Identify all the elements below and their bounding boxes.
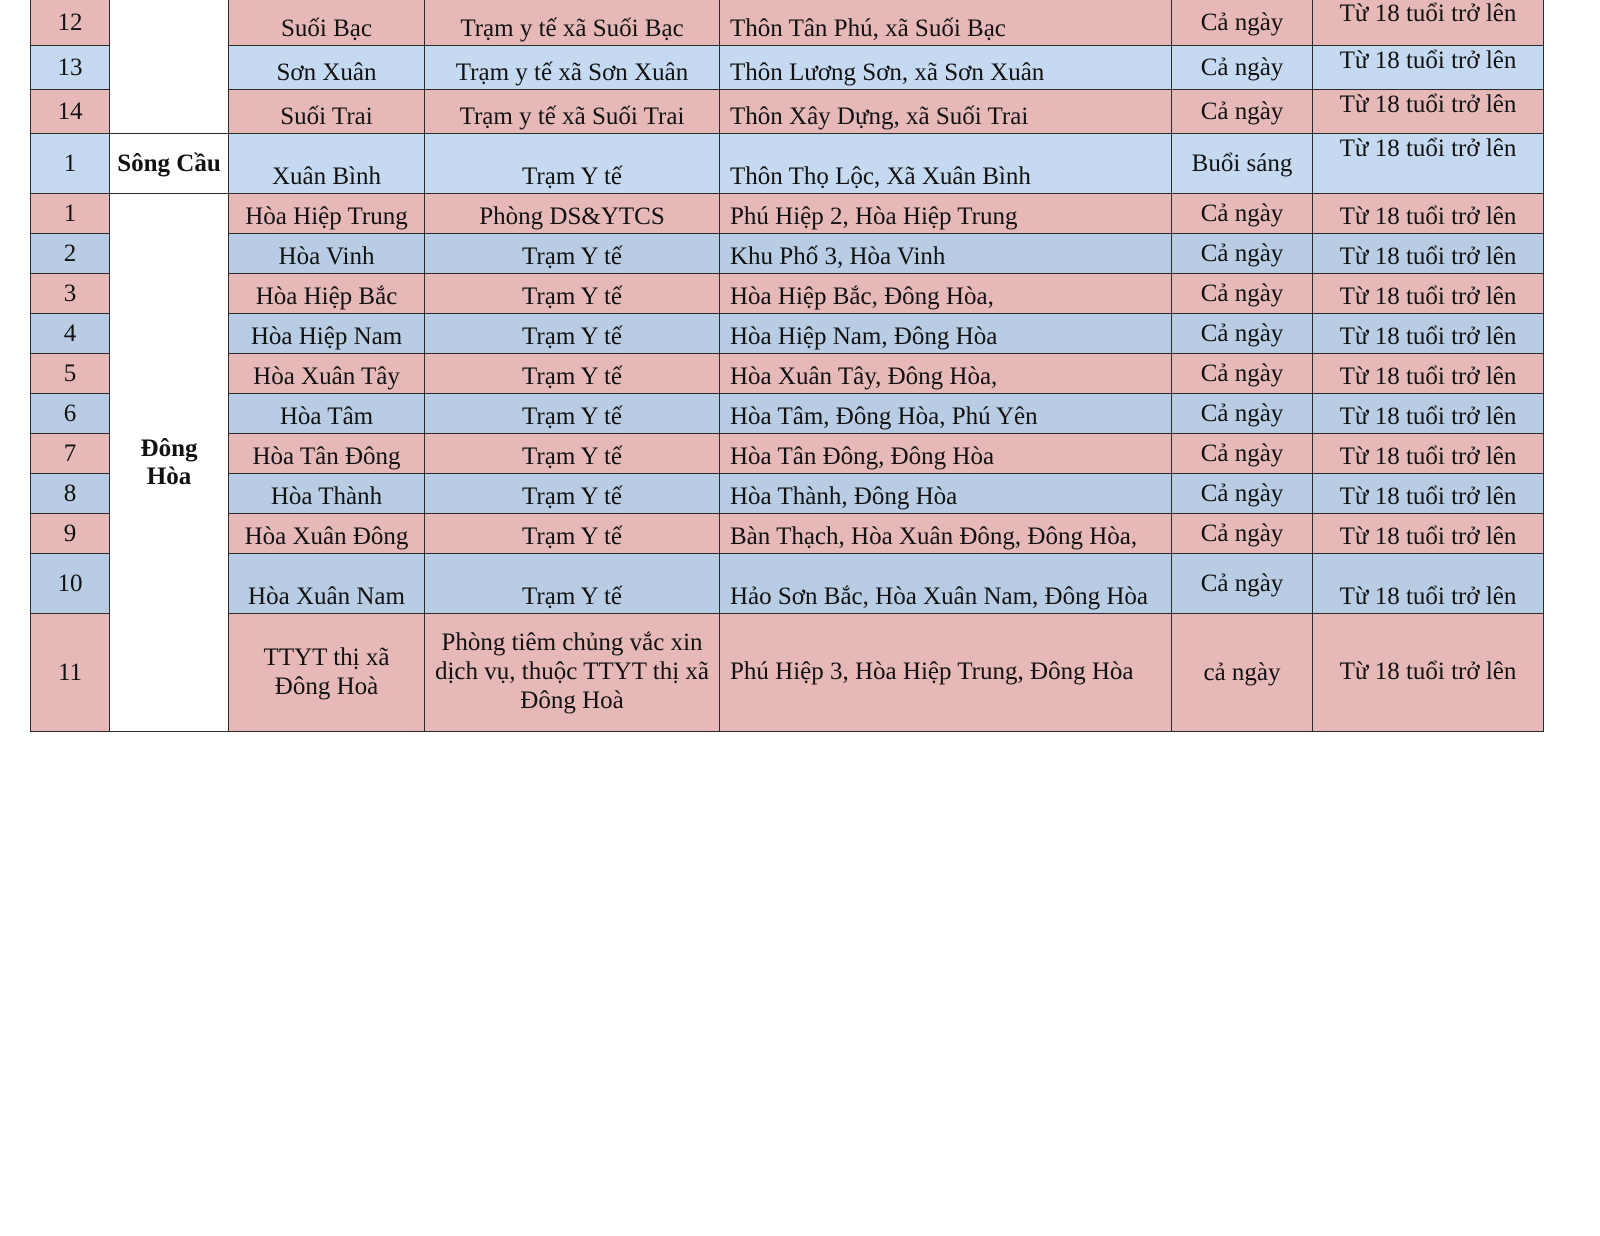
age-group: Từ 18 tuổi trở lên [1313, 554, 1544, 614]
age-group: Từ 18 tuổi trở lên [1313, 434, 1544, 474]
address: Hòa Tân Đông, Đông Hòa [720, 434, 1172, 474]
table-row [31, 614, 1544, 732]
table-row [31, 0, 1544, 46]
address: Thôn Xây Dựng, xã Suối Trai [720, 90, 1172, 134]
time-slot: Cả ngày [1172, 514, 1313, 554]
ward-name: Sơn Xuân [229, 46, 425, 90]
address: Hòa Hiệp Nam, Đông Hòa [720, 314, 1172, 354]
district-cell-empty [110, 0, 229, 134]
address: Thôn Thọ Lộc, Xã Xuân Bình [720, 134, 1172, 194]
time-slot: Cả ngày [1172, 234, 1313, 274]
time-slot: Cả ngày [1172, 554, 1313, 614]
district-dong-hoa: Đông Hòa [110, 194, 229, 732]
ward-name: Hòa Vinh [229, 234, 425, 274]
age-group: Từ 18 tuổi trở lên [1313, 614, 1544, 732]
address: Bàn Thạch, Hòa Xuân Đông, Đông Hòa, [720, 514, 1172, 554]
ward-name: Suối Bạc [229, 0, 425, 46]
age-group: Từ 18 tuổi trở lên [1313, 354, 1544, 394]
ward-name: Hòa Thành [229, 474, 425, 514]
ward-name: Hòa Hiệp Nam [229, 314, 425, 354]
age-group: Từ 18 tuổi trở lên [1313, 134, 1544, 194]
row-number: 11 [31, 614, 110, 732]
vaccination-place: Trạm Y tế [425, 434, 720, 474]
time-slot: Cả ngày [1172, 274, 1313, 314]
row-number: 8 [31, 474, 110, 514]
table-row [31, 354, 1544, 394]
vaccination-place: Trạm Y tế [425, 134, 720, 194]
address: Hảo Sơn Bắc, Hòa Xuân Nam, Đông Hòa [720, 554, 1172, 614]
age-group: Từ 18 tuổi trở lên [1313, 0, 1544, 46]
ward-name: Hòa Xuân Nam [229, 554, 425, 614]
table-row [31, 514, 1544, 554]
vaccination-place: Phòng tiêm chủng vắc xin dịch vụ, thuộc TTYT thị xã Đông Hoà [425, 614, 720, 732]
table-row [31, 194, 1544, 234]
age-group: Từ 18 tuổi trở lên [1313, 46, 1544, 90]
row-number: 3 [31, 274, 110, 314]
ward-name: Hòa Hiệp Trung [229, 194, 425, 234]
vaccination-place: Trạm Y tế [425, 474, 720, 514]
row-number: 1 [31, 134, 110, 194]
address: Thôn Tân Phú, xã Suối Bạc [720, 0, 1172, 46]
address: Thôn Lương Sơn, xã Sơn Xuân [720, 46, 1172, 90]
address: Phú Hiệp 3, Hòa Hiệp Trung, Đông Hòa [720, 614, 1172, 732]
time-slot: Cả ngày [1172, 474, 1313, 514]
time-slot: Cả ngày [1172, 314, 1313, 354]
address: Hòa Hiệp Bắc, Đông Hòa, [720, 274, 1172, 314]
time-slot: Cả ngày [1172, 354, 1313, 394]
age-group: Từ 18 tuổi trở lên [1313, 274, 1544, 314]
row-number: 14 [31, 90, 110, 134]
row-number: 10 [31, 554, 110, 614]
table-row [31, 274, 1544, 314]
ward-name: Hòa Tâm [229, 394, 425, 434]
ward-name: Hòa Xuân Tây [229, 354, 425, 394]
vaccination-place: Trạm Y tế [425, 554, 720, 614]
table-row [31, 474, 1544, 514]
row-number: 12 [31, 0, 110, 46]
ward-name: Hòa Tân Đông [229, 434, 425, 474]
table-row [31, 234, 1544, 274]
ward-name: TTYT thị xã Đông Hoà [229, 614, 425, 732]
vaccination-place: Trạm Y tế [425, 354, 720, 394]
table-row [31, 314, 1544, 354]
district-song-cau: Sông Cầu [110, 134, 229, 194]
row-number: 5 [31, 354, 110, 394]
vaccination-place: Trạm Y tế [425, 314, 720, 354]
vaccination-place: Trạm y tế xã Sơn Xuân [425, 46, 720, 90]
address: Phú Hiệp 2, Hòa Hiệp Trung [720, 194, 1172, 234]
ward-name: Suối Trai [229, 90, 425, 134]
row-number: 6 [31, 394, 110, 434]
age-group: Từ 18 tuổi trở lên [1313, 194, 1544, 234]
table-row [31, 134, 1544, 194]
age-group: Từ 18 tuổi trở lên [1313, 314, 1544, 354]
table-row [31, 554, 1544, 614]
age-group: Từ 18 tuổi trở lên [1313, 474, 1544, 514]
time-slot: Cả ngày [1172, 90, 1313, 134]
address: Khu Phố 3, Hòa Vinh [720, 234, 1172, 274]
ward-name: Hòa Xuân Đông [229, 514, 425, 554]
age-group: Từ 18 tuổi trở lên [1313, 90, 1544, 134]
age-group: Từ 18 tuổi trở lên [1313, 514, 1544, 554]
row-number: 4 [31, 314, 110, 354]
row-number: 9 [31, 514, 110, 554]
time-slot: Cả ngày [1172, 434, 1313, 474]
time-slot: cả ngày [1172, 614, 1313, 732]
ward-name: Hòa Hiệp Bắc [229, 274, 425, 314]
address: Hòa Tâm, Đông Hòa, Phú Yên [720, 394, 1172, 434]
table-row [31, 90, 1544, 134]
vaccination-place: Trạm Y tế [425, 394, 720, 434]
row-number: 1 [31, 194, 110, 234]
time-slot: Cả ngày [1172, 0, 1313, 46]
time-slot: Buổi sáng [1172, 134, 1313, 194]
address: Hòa Thành, Đông Hòa [720, 474, 1172, 514]
time-slot: Cả ngày [1172, 394, 1313, 434]
age-group: Từ 18 tuổi trở lên [1313, 234, 1544, 274]
vaccination-sites-table [30, 0, 1544, 732]
table-row [31, 394, 1544, 434]
age-group: Từ 18 tuổi trở lên [1313, 394, 1544, 434]
vaccination-place: Phòng DS&YTCS [425, 194, 720, 234]
table-row [31, 46, 1544, 90]
vaccination-place: Trạm Y tế [425, 274, 720, 314]
row-number: 2 [31, 234, 110, 274]
time-slot: Cả ngày [1172, 46, 1313, 90]
vaccination-place: Trạm Y tế [425, 234, 720, 274]
vaccination-place: Trạm Y tế [425, 514, 720, 554]
address: Hòa Xuân Tây, Đông Hòa, [720, 354, 1172, 394]
row-number: 13 [31, 46, 110, 90]
ward-name: Xuân Bình [229, 134, 425, 194]
table-row [31, 434, 1544, 474]
vaccination-place: Trạm y tế xã Suối Bạc [425, 0, 720, 46]
time-slot: Cả ngày [1172, 194, 1313, 234]
row-number: 7 [31, 434, 110, 474]
vaccination-place: Trạm y tế xã Suối Trai [425, 90, 720, 134]
